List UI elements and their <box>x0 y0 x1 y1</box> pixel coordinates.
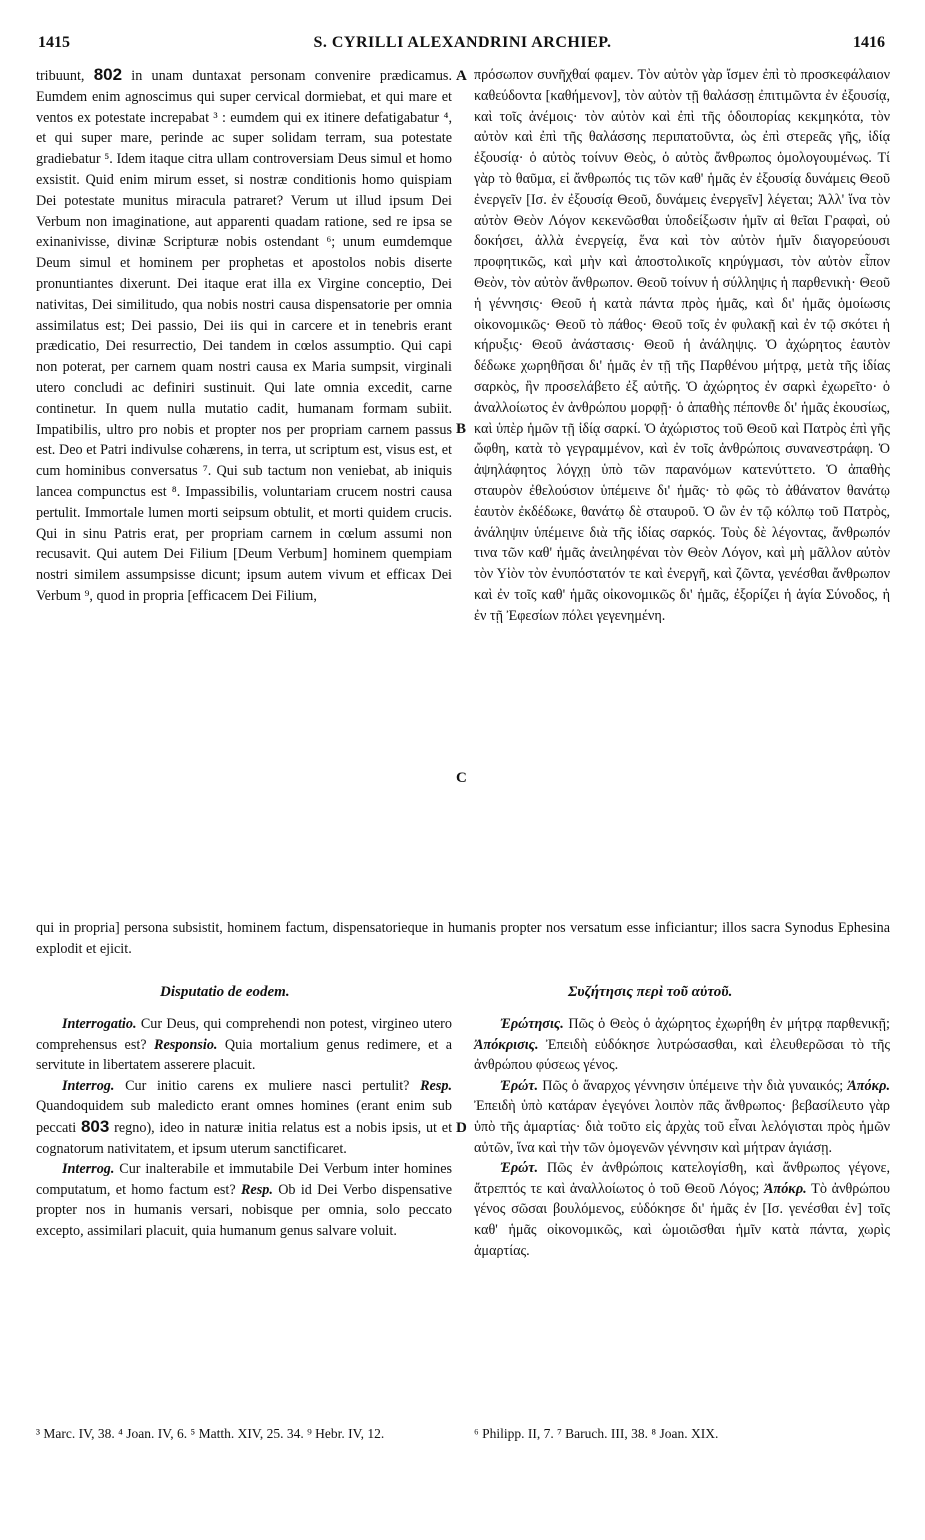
page-number-right: 1416 <box>853 34 885 51</box>
response-text: Ἐπειδὴ εὐδόκησε λυτρώσασθαι, καὶ ἐλευθερῶσαι τὸ τῆς ἀνθρώπου φύσεως γένος. <box>474 1036 890 1074</box>
response-label: Resp. <box>420 1077 453 1094</box>
margin-letter-a: A <box>456 68 467 84</box>
latin-qa-2 <box>36 1076 452 1159</box>
question-label: Ἐρώτ. <box>500 1160 539 1177</box>
question-label: Interrog. <box>62 1077 115 1094</box>
response-label: Ἀπόκρισις. <box>474 1036 539 1053</box>
question-text: Cur Deus, qui comprehendi non potest, virgineo utero comprehensus est? <box>36 1016 453 1053</box>
response-text: Ἐπειδὴ ὑπὸ κατάραν ἐγεγόνει λοιπὸν πᾶς ἄνθρωπος· βεβασίλευτο γὰρ ὑπὸ τῆς ἁμαρτίας· διὰ τοῦτο εἰς ἀρχὰς τοῦ εἶναι λελόγισται πρὸς ἡμῶν αὐτῶν, ἵνα καὶ τὴν τῶν ὁμογενῶν γέννησιν καὶ μήτραν ἁγιάσῃ. <box>474 1098 890 1156</box>
greek-column-top: πρόσωπον συνῆχθαί φαμεν. Τὸν αὐτὸν γὰρ ἴσμεν ἐπὶ τὸ προσκεφάλαιον καθεύδοντα [καθήμενον], τὸν αὐτὸν τῇ θαλάσσῃ ἐπιτιμῶντα ἐν ἐξουσίᾳ, καὶ τοῖς ἀνέμοις· τὸν αὐτὸν καὶ ἐπὶ τῆς ὁδοιπορίας κεκμηκότα, τὸν αὐτὸν καὶ ἐπὶ τῆς θαλάσσης περιπατοῦντα, ὡς ἐπὶ στερεᾶς γῆς, ἰδίᾳ ἐξουσίᾳ· ὁ αὐτὸς τοίνυν Θεὸς, ὁ αὐτὸς ἄνθρωπος ὁμολογουμένως. Τί γὰρ τὸ θαῦμα, εἰ ἄνθρωπός τις τῶν καθ' ἡμᾶς ἐν ἐξουσίᾳ δυνάμεις Θεοῦ ἐνεργεῖν [Ισ. ἐν ἐξουσίᾳ Θεοῦ, δυνάμεις ἐνεργεῖν] λέγεται; Ἀλλ' ἵνα τὸν αὐτὸν Θεὸν Λόγον κεκενῶσθαι ὑποδείξωσιν ἡμῖν αἱ θεῖαι Γραφαὶ, οὐ δοκήσει, ἀλλὰ ἐνεργείᾳ, ἕνα καὶ τὸν αὐτὸν ἡμῖν διαγορεύουσι προφητικῶς, καὶ μὴν καὶ ἀποστολικοῖς κηρύγμασι, τὸν αὐτὸν εἶπον Θεὸν, τὸν αὐτὸν ἄνθρωπον. Θεοῦ τοίνυν ἡ σύλληψις ἡ παρθενικὴ· Θεοῦ ἡ γέννησις· Θεοῦ ἡ κατὰ πάντα πρὸς ἡμᾶς, καὶ δι' ἡμᾶς ὁμοίωσις οἰκονομικῶς· Θεοῦ τὸ πάθος· Θεοῦ τοῖς ἐν φυλακῇ καὶ ἐν τῷ σκότει ἡ κήρυξις· Θεοῦ ἀνάστασις· Θεοῦ ἡ ἀνάληψις. Ὁ ἀχώρητος ἑαυτὸν δέδωκε χωρηθῆσαι δι' ἡμᾶς ἐν τῇ τῆς Παρθένου μήτρᾳ, μετὰ τῆς ἰδίας σαρκὸς, ἣν προσελάβετο ἐξ αὐτῆς. Ὁ ἀχώρητος ἐν σαρκὶ ἐχωρεῖτο· ὁ ἀναλλοίωτος ἐν ἀνθρώπου μορφῇ· ὁ ἀπαθὴς πέπονθε δι' ἡμᾶς ἑκουσίως, καὶ ὑπὲρ ἡμῶν τῇ ἰδίᾳ σαρκί. Ὁ ἀχώριστος τοῦ Θεοῦ καὶ Πατρὸς ἐπὶ γῆς ὤφθη, κατὰ τὸ γεγραμμένον, καὶ ἐν τοῖς ἀνθρώποις συνανεστράφη. Ὁ ἀψηλάφητος λόγχῃ ὑπὸ τῶν παρανόμων κατενύττετο. Ὁ ἀπαθὴς σταυρὸν ἐθελούσιον ὑπέμεινε δι' ἡμᾶς· τὸ φῶς τὸ ἀθάνατον θανάτῳ ἑαυτὸν ἐκδέδωκε, θανάτῳ δὲ σταυροῦ. Ὁ ὢν ἐν τῷ κόλπῳ τοῦ Πατρὸς, ἀνάληψιν ὑπέμεινε διὰ τῆς ἰδίας σαρκός. Τοὺς δὲ λέγοντας, ἄνθρωπόν τινα τῶν καθ' ἡμᾶς ἀνειληφέναι τὸν Θεὸν Λόγον, καὶ μὴ μᾶλλον αὐτὸν τὸν Υἱὸν τὸν ἐνυπόστατόν τε καὶ ἐνεργῆ, καὶ ζῶντα, γενέσθαι ἄνθρωπον καὶ ἐν τοῖς καθ' ἡμᾶς οἰκονομικῶς δι' ἡμᾶς, ἐξορίζει ἡ ἁγία Σύνοδος, ἡ ἐν τῇ Ἐφεσίων πόλει γεγενημένη. <box>474 67 890 624</box>
column-number-802: 802 <box>93 65 123 84</box>
latin-qa-1 <box>36 1014 452 1076</box>
footnotes-left: ³ Marc. IV, 38. ⁴ Joan. IV, 6. ⁵ Matth. XIV, 25. 34. ⁹ Hebr. IV, 12. <box>36 1426 385 1441</box>
latin-qa-3 <box>36 1159 452 1241</box>
latin-section-heading: Disputatio de eodem. <box>160 984 290 1000</box>
greek-disputation <box>474 1014 890 1261</box>
response-text: Ob id Dei Verbo dispensative propter nos in humanis versari, nobisque per omnia, solo peccato excepto, assimilari placuit, quia humanum genus salvare voluit. <box>36 1181 452 1239</box>
response-label: Responsio. <box>154 1036 218 1053</box>
response-label: Ἀπόκρ. <box>847 1077 891 1094</box>
response-label: Ἀπόκρ. <box>764 1180 807 1197</box>
question-label: Ἐρώτ. <box>500 1077 539 1094</box>
question-label: Interrogatio. <box>62 1016 137 1032</box>
question-text: Cur initio carens ex muliere nasci pertulit? <box>125 1077 410 1094</box>
question-label: Interrog. <box>62 1161 115 1178</box>
margin-letter-c: C <box>456 770 467 786</box>
column-number-803: 803 <box>80 1116 110 1136</box>
response-text: Quandoquidem sub maledicto erant omnes homines (erant enim sub peccati <box>36 1098 452 1136</box>
response-text: Quia mortalium genus redimere, et a servitute in libertatem asserere placuit. <box>36 1036 453 1074</box>
question-text: Πῶς ἐν ἀνθρώποις κατελογίσθη, καὶ ἄνθρωπος γέγονε, ἄτρεπτός τε καὶ ἀναλλοίωτος ὁ τοῦ Θεοῦ Λόγος; <box>474 1160 891 1197</box>
latin-text-body: in unam duntaxat personam convenire prædicamus. Eumdem enim agnoscimus qui super cervical dormiebat, et qui mare et ventos ex potestate increpabat ³ : eumdem qui ex itinere defatigabatur ⁴, et qui super mare, perinde ac super solidam terram, sua potestate gradiebatur ⁵. Idem itaque citra ullam controversiam Deus simul et homo exsistit. Quid enim mirum esset, si nostræ conditionis homo quispiam Dei potestate munitus miracula patraret? Verum ut illud ipsum Dei Verbum non imaginatione, aut apparenti quadam ratione, sed re ipsa se exinanivisse, divinæ Scripturæ nobis ostendant ⁶; unum eumdemque Deum simul et hominem per prophetas et apostolos nobis diserte pronuntiantes dixerunt. Dei itaque erat illa ex Virgine conceptio, Dei nativitas, Dei similitudo, qua nobis nostri causa dispensatorie per omnia assimilatus est; Dei passio, Dei iis qui in carcere et in tenebris erant prædicatio, Dei resurrectio, Dei tandem in cœlos assumptio. Qui capi non poterat, per carnem quam nostri causa ex Maria sumpsit, virginali utero concludi ac definiri sustinuit. Qui late omnia excedit, carne continetur. In quem nulla mutatio cadit, humanam formam subiit. Impatibilis, ultro pro nobis et propter nos per propriam carnem passus est. Deo et Patri indivulse cohærens, in terra, ut scriptum est, visus est, et cum hominibus conversatus ⁷. Qui sub tactum non veniebat, ab iniquis lancea compunctus est ⁸. Impassibilis, voluntariam crucem nostri causa pertulit. Immortale lumen morti seipsum obtulit, et morti quidem crucis. Qui in sinu Patris erat, per propriam carnem in cœlum assumi non recusavit. Qui autem Dei Filium [Deum Verbum] hominem quempiam nostri similem assumpsisse dicunt; ipsum autem vivum et efficax Dei Verbum ⁹, quod in propria [efficacem Dei Filium, <box>36 68 452 604</box>
greek-section-heading: Συζήτησις περὶ τοῦ αὐτοῦ. <box>568 984 733 1000</box>
greek-qa-1 <box>474 1014 890 1076</box>
running-title: S. CYRILLI ALEXANDRINI ARCHIEP. <box>313 34 612 51</box>
latin-disputation <box>36 1014 452 1242</box>
margin-letter-d: D <box>456 1120 467 1136</box>
greek-qa-3 <box>474 1158 890 1261</box>
footnotes-right: ⁶ Philipp. II, 7. ⁷ Baruch. III, 38. ⁸ Joan. XIX. <box>474 1426 719 1441</box>
page-number-left: 1415 <box>38 34 70 51</box>
response-label: Resp. <box>240 1181 273 1198</box>
question-text: Cur inalterabile et immutabile Dei Verbum inter homines computatum, et homo factum est? <box>36 1161 453 1198</box>
greek-qa-2 <box>474 1076 890 1158</box>
response-text-cont: regno), ideo in naturæ initia relatus est a nobis ipsis, ut et cognatorum nativitatem, et ipsum uterum sanctificaret. <box>36 1119 453 1157</box>
question-text: Πῶς ὁ ἄναρχος γέννησιν ὑπέμεινε τὴν διὰ γυναικός; <box>542 1077 844 1094</box>
latin-text-start: tribuunt, <box>36 68 85 84</box>
margin-letter-b: B <box>456 421 467 437</box>
question-text: Πῶς ὁ Θεὸς ὁ ἀχώρητος ἐχωρήθη ἐν μήτρᾳ παρθενικῇ; <box>568 1016 890 1032</box>
question-label: Ἐρώτησις. <box>500 1016 564 1032</box>
response-text: Τὸ ἀνθρώπου γένος σῶσαι βουλόμενος, εὐδόκησε δι' ἡμᾶς ἐν [Ισ. γενέσθαι ἐν] τοῖς καθ' ἡμᾶς οἰκονομικῶς, καὶ ὡμοιῶσθαι ἡμῖν κατὰ πάντα, χωρὶς ἁμαρτίας. <box>474 1180 891 1259</box>
latin-column-top <box>36 65 452 607</box>
latin-full-width-line: qui in propria] persona subsistit, hominem factum, dispensatorieque in humanis propter nos versatum esse inficiantur; illos sacra Synodus Ephesina explodit et ejicit. <box>36 920 890 957</box>
running-header <box>0 34 925 54</box>
